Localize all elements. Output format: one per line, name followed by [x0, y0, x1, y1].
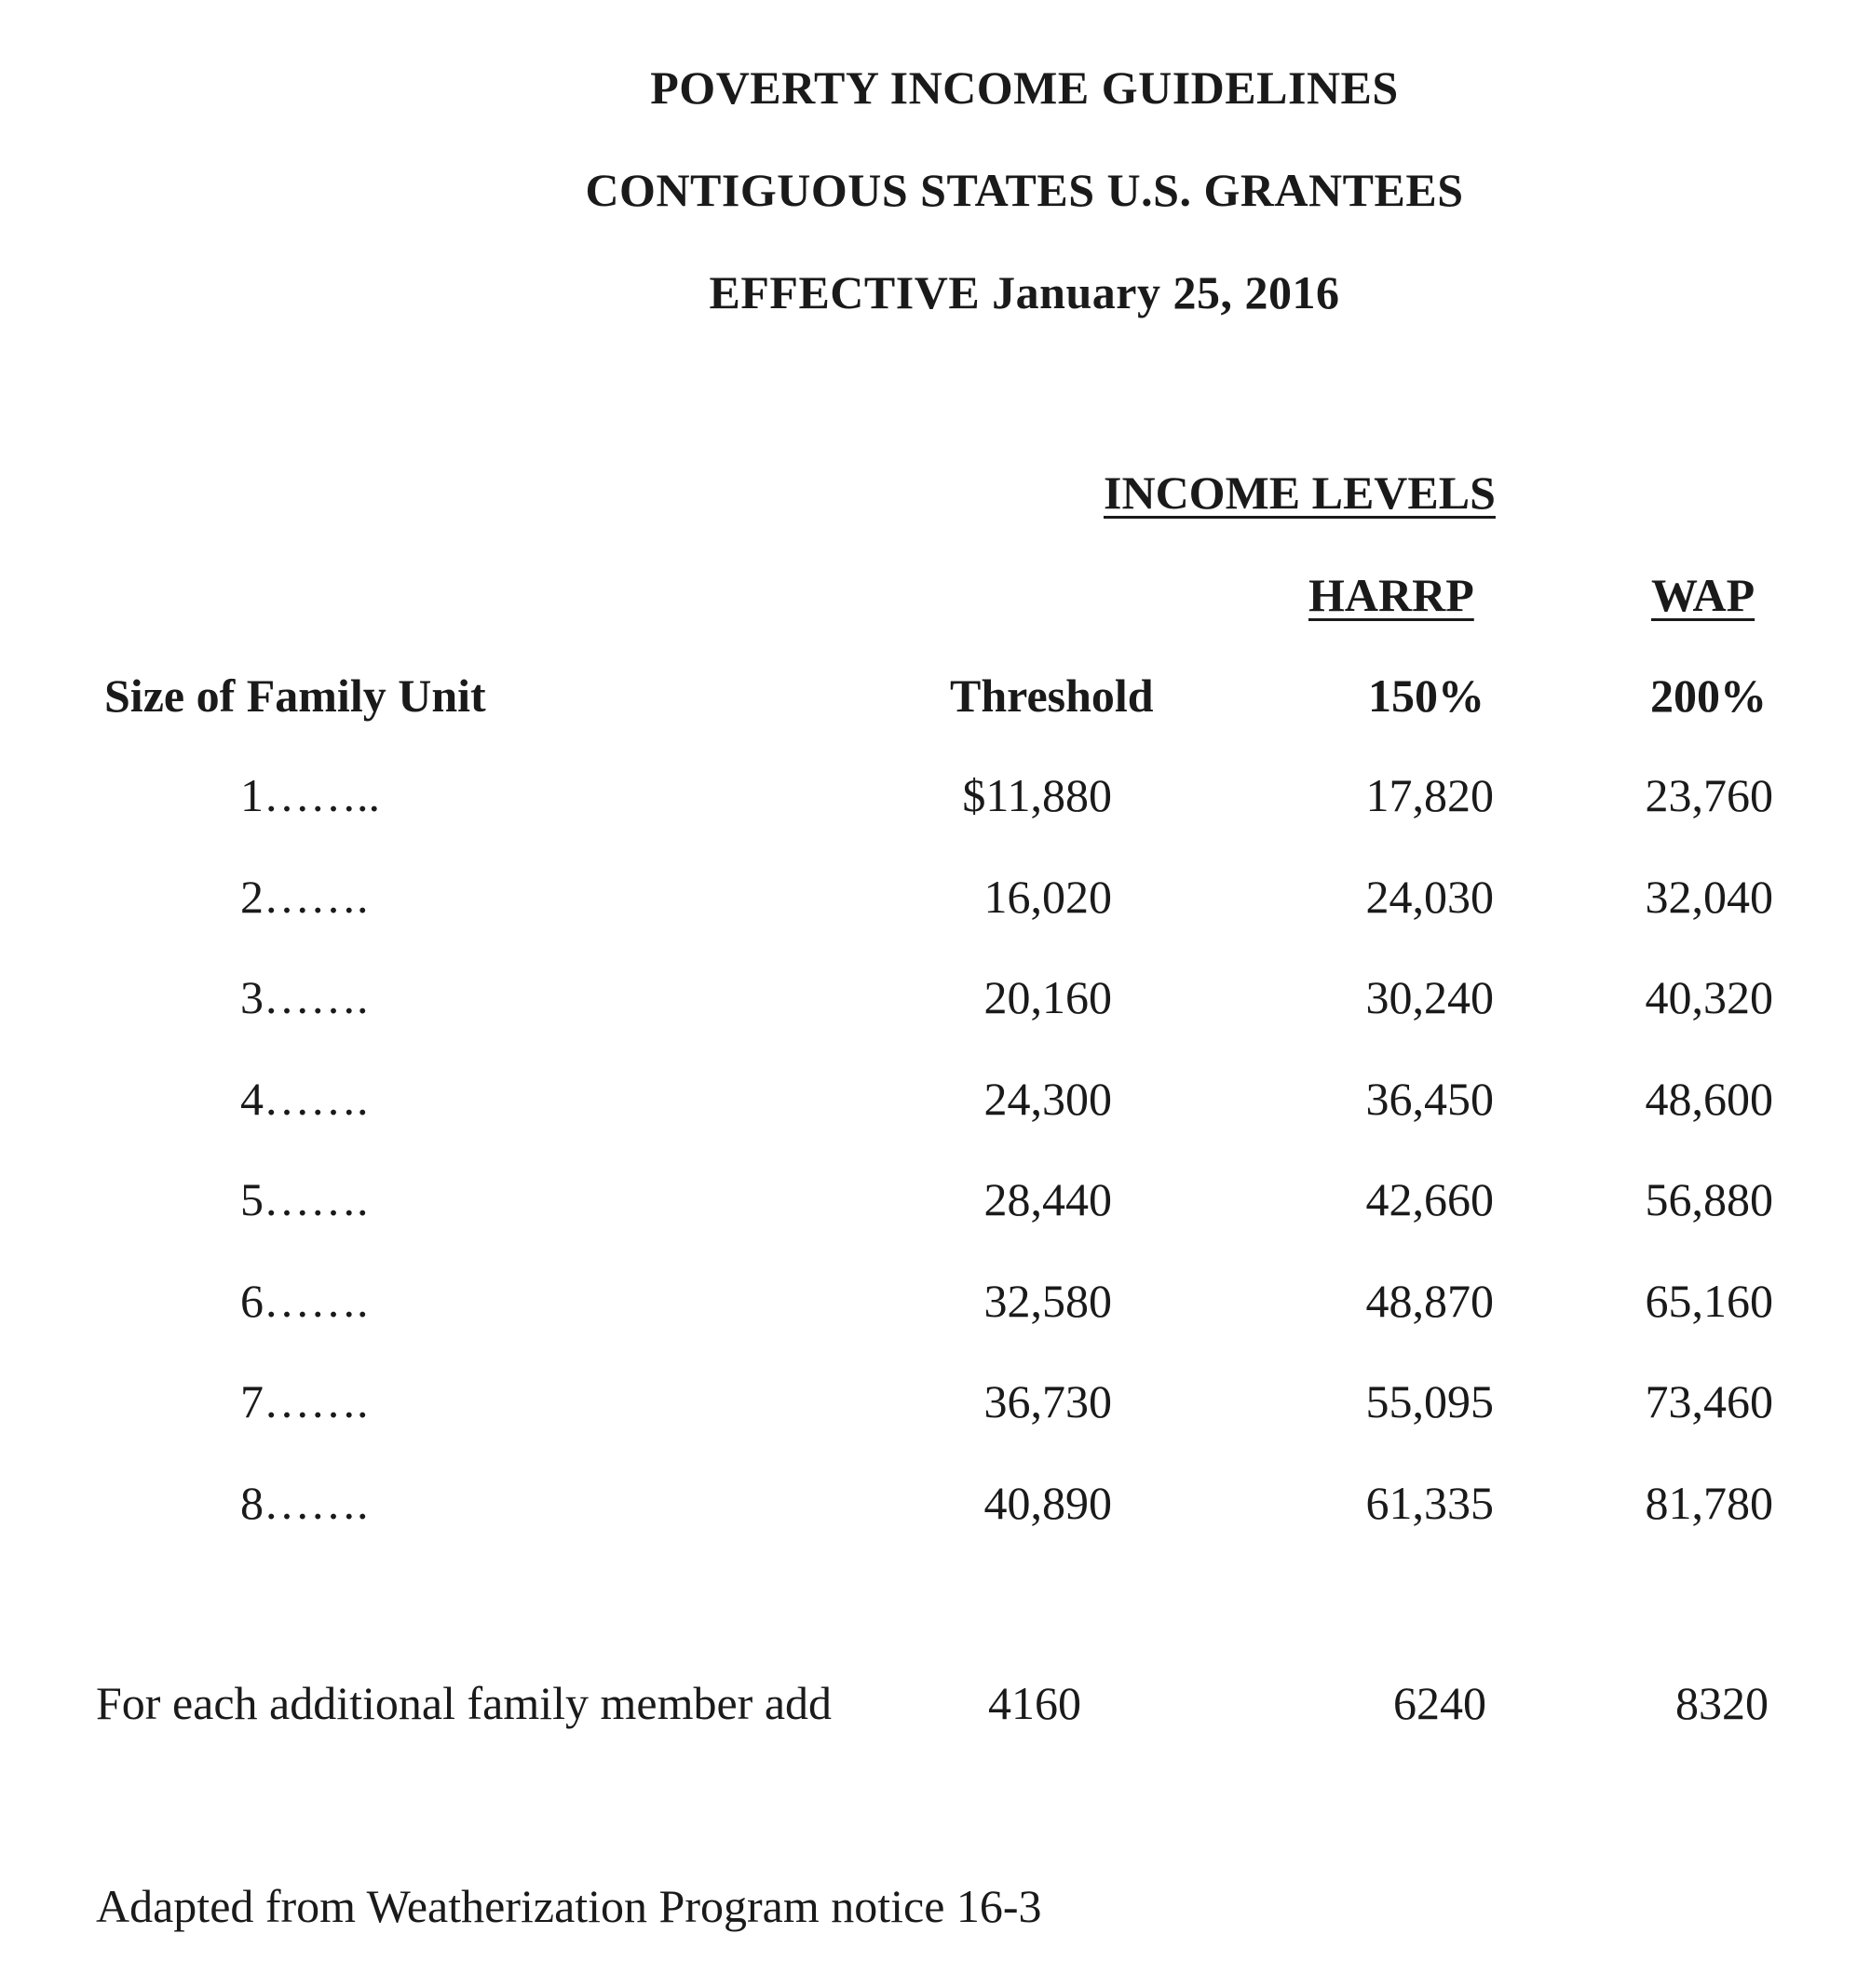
- family-size-cell: 1……..: [240, 769, 380, 821]
- wap-cell: 40,320: [1645, 971, 1773, 1023]
- threshold-cell: 24,300: [983, 1072, 1112, 1125]
- threshold-cell: 40,890: [983, 1476, 1112, 1529]
- harrp-cell: 55,095: [1365, 1375, 1494, 1427]
- table-row: [0, 1476, 1857, 1577]
- table-row: [0, 1274, 1857, 1375]
- threshold-header: Threshold: [950, 669, 1154, 722]
- table-row: [0, 1374, 1857, 1476]
- additional-threshold-value: 4160: [988, 1677, 1081, 1729]
- pct200-header: 200%: [1650, 669, 1767, 722]
- threshold-cell: 20,160: [983, 971, 1112, 1023]
- wap-cell: 23,760: [1645, 769, 1773, 821]
- harrp-cell: 36,450: [1365, 1072, 1494, 1125]
- family-size-cell: 3…….: [240, 971, 369, 1023]
- wap-cell: 81,780: [1645, 1476, 1773, 1529]
- family-size-cell: 2…….: [240, 870, 369, 923]
- family-size-cell: 4…….: [240, 1072, 369, 1125]
- threshold-cell: 16,020: [983, 870, 1112, 923]
- income-table: [0, 768, 1857, 1576]
- family-size-cell: 8…….: [240, 1476, 369, 1529]
- wap-cell: 65,160: [1645, 1274, 1773, 1327]
- harrp-cell: 48,870: [1365, 1274, 1494, 1327]
- additional-member-label: For each additional family member add: [96, 1677, 833, 1729]
- threshold-cell: 28,440: [983, 1173, 1112, 1225]
- harrp-heading: HARRP: [1308, 569, 1474, 621]
- table-row: [0, 970, 1857, 1072]
- harrp-cell: 61,335: [1365, 1476, 1494, 1529]
- pct150-header: 150%: [1368, 669, 1484, 722]
- additional-harrp-value: 6240: [1393, 1677, 1486, 1729]
- wap-cell: 48,600: [1645, 1072, 1773, 1125]
- harrp-cell: 24,030: [1365, 870, 1494, 923]
- page-title: POVERTY INCOME GUIDELINES: [650, 61, 1399, 114]
- table-row: [0, 1172, 1857, 1274]
- size-of-family-unit-header: Size of Family Unit: [104, 669, 486, 722]
- table-row: [0, 768, 1857, 870]
- wap-cell: 56,880: [1645, 1173, 1773, 1225]
- wap-heading: WAP: [1651, 569, 1755, 621]
- family-size-cell: 6…….: [240, 1274, 369, 1327]
- wap-cell: 32,040: [1645, 870, 1773, 923]
- family-size-cell: 7…….: [240, 1375, 369, 1427]
- harrp-cell: 17,820: [1365, 769, 1494, 821]
- additional-wap-value: 8320: [1675, 1677, 1769, 1729]
- threshold-cell: 36,730: [983, 1375, 1112, 1427]
- page-subtitle: CONTIGUOUS STATES U.S. GRANTEES: [585, 164, 1464, 216]
- source-footnote: Adapted from Weatherization Program notice 16-3: [96, 1880, 1042, 1932]
- additional-member-row: [0, 1676, 1857, 1732]
- harrp-cell: 42,660: [1365, 1173, 1494, 1225]
- effective-date: EFFECTIVE January 25, 2016: [709, 266, 1340, 318]
- table-row: [0, 1072, 1857, 1173]
- family-size-cell: 5…….: [240, 1173, 369, 1225]
- harrp-cell: 30,240: [1365, 971, 1494, 1023]
- table-row: [0, 870, 1857, 971]
- threshold-cell: 32,580: [983, 1274, 1112, 1327]
- income-levels-heading: INCOME LEVELS: [1104, 467, 1496, 519]
- wap-cell: 73,460: [1645, 1375, 1773, 1427]
- threshold-cell: $11,880: [962, 769, 1112, 821]
